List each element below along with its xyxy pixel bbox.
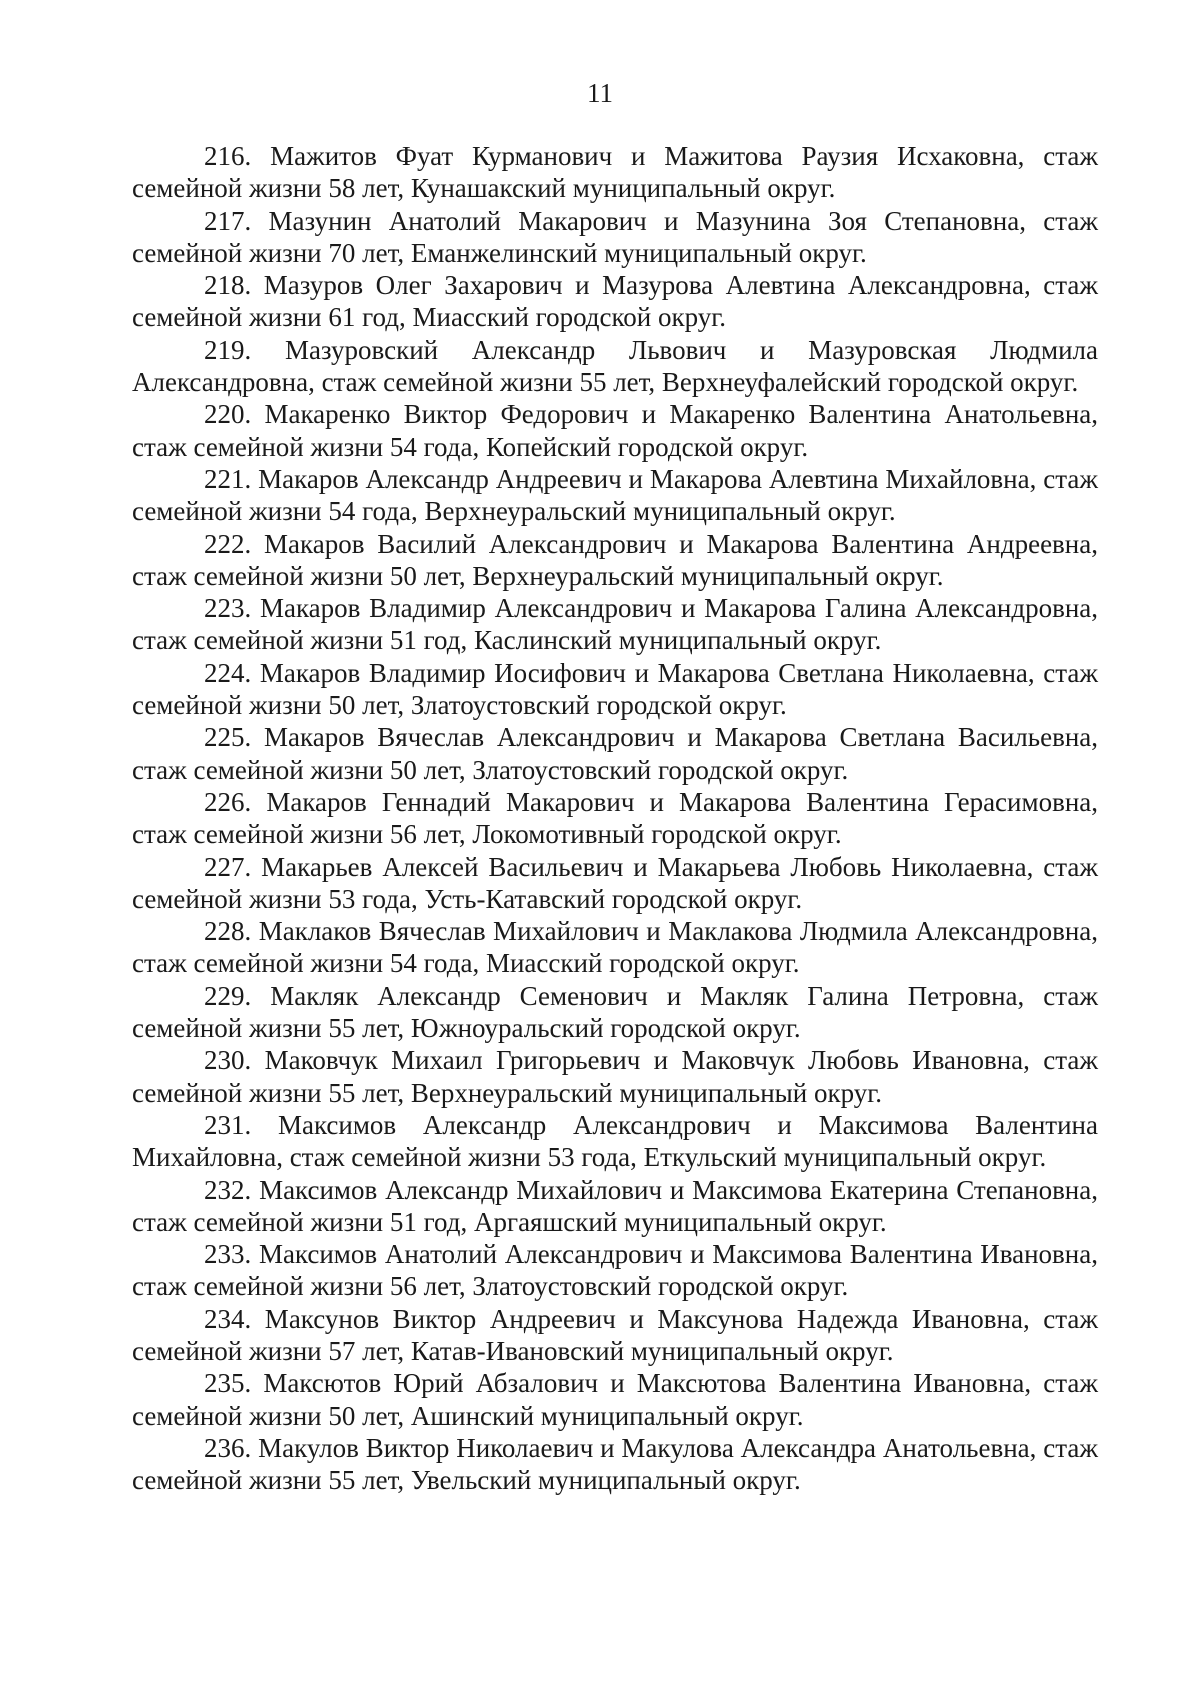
list-item: 220. Макаренко Виктор Федорович и Макаренко Валентина Анатольевна, стаж семейной жизни 54 года, Копейский городской округ. [132, 399, 1098, 462]
list-item: 216. Мажитов Фуат Курманович и Мажитова Раузия Исхаковна, стаж семейной жизни 58 лет, Кунашакский муниципальный округ. [132, 141, 1098, 204]
list-item: 222. Макаров Василий Александрович и Макарова Валентина Андреевна, стаж семейной жизни 50 лет, Верхнеуральский муниципальный округ. [132, 528, 1098, 591]
list-item: 231. Максимов Александр Александрович и Максимова Валентина Михайловна, стаж семейной жизни 53 года, Еткульский муниципальный округ. [132, 1109, 1098, 1173]
list-item: 224. Макаров Владимир Иосифович и Макарова Светлана Николаевна, стаж семейной жизни 50 лет, Златоустовский городской округ. [132, 657, 1098, 721]
list-item: 236. Макулов Виктор Николаевич и Макулова Александра Анатольевна, стаж семейной жизни 55 лет, Увельский муниципальный округ. [132, 1432, 1098, 1496]
list-item: 235. Максютов Юрий Абзалович и Максютова Валентина Ивановна, стаж семейной жизни 50 лет, Ашинский муниципальный округ. [132, 1368, 1098, 1431]
list-item: 219. Мазуровский Александр Львович и Мазуровская Людмила Александровна, стаж семейной жизни 55 лет, Верхнеуфалейский городской округ. [132, 334, 1098, 398]
list-item: 226. Макаров Геннадий Макарович и Макарова Валентина Герасимовна, стаж семейной жизни 56 лет, Локомотивный городской округ. [132, 786, 1098, 850]
entry-list [132, 140, 1098, 1496]
list-item: 223. Макаров Владимир Александрович и Макарова Галина Александровна, стаж семейной жизни 51 год, Каслинский муниципальный округ. [132, 593, 1098, 656]
list-item: 233. Максимов Анатолий Александрович и Максимова Валентина Ивановна, стаж семейной жизни 56 лет, Златоустовский городской округ. [132, 1239, 1098, 1302]
list-item: 229. Макляк Александр Семенович и Макляк Галина Петровна, стаж семейной жизни 55 лет, Южноуральский городской округ. [132, 980, 1098, 1044]
list-item: 234. Максунов Виктор Андреевич и Максунова Надежда Ивановна, стаж семейной жизни 57 лет, Катав-Ивановский муниципальный округ. [132, 1303, 1098, 1366]
list-item: 217. Мазунин Анатолий Макарович и Мазунина Зоя Степановна, стаж семейной жизни 70 лет, Еманжелинский муниципальный округ. [132, 205, 1098, 268]
list-item: 227. Макарьев Алексей Васильевич и Макарьева Любовь Николаевна, стаж семейной жизни 53 года, Усть-Катавский городской округ. [132, 851, 1098, 914]
list-item: 228. Маклаков Вячеслав Михайлович и Маклакова Людмила Александровна, стаж семейной жизни 54 года, Миасский городской округ. [132, 916, 1098, 979]
list-item: 218. Мазуров Олег Захарович и Мазурова Алевтина Александровна, стаж семейной жизни 61 год, Миасский городской округ. [132, 270, 1098, 333]
list-item: 225. Макаров Вячеслав Александрович и Макарова Светлана Васильевна, стаж семейной жизни 50 лет, Златоустовский городской округ. [132, 722, 1098, 785]
list-item: 232. Максимов Александр Михайлович и Максимова Екатерина Степановна, стаж семейной жизни 51 год, Аргаяшский муниципальный округ. [132, 1174, 1098, 1237]
page-number: 11 [587, 78, 613, 108]
list-item: 230. Маковчук Михаил Григорьевич и Маковчук Любовь Ивановна, стаж семейной жизни 55 лет, Верхнеуральский муниципальный округ. [132, 1045, 1098, 1108]
list-item: 221. Макаров Александр Андреевич и Макарова Алевтина Михайловна, стаж семейной жизни 54 года, Верхнеуральский муниципальный округ. [132, 463, 1098, 527]
